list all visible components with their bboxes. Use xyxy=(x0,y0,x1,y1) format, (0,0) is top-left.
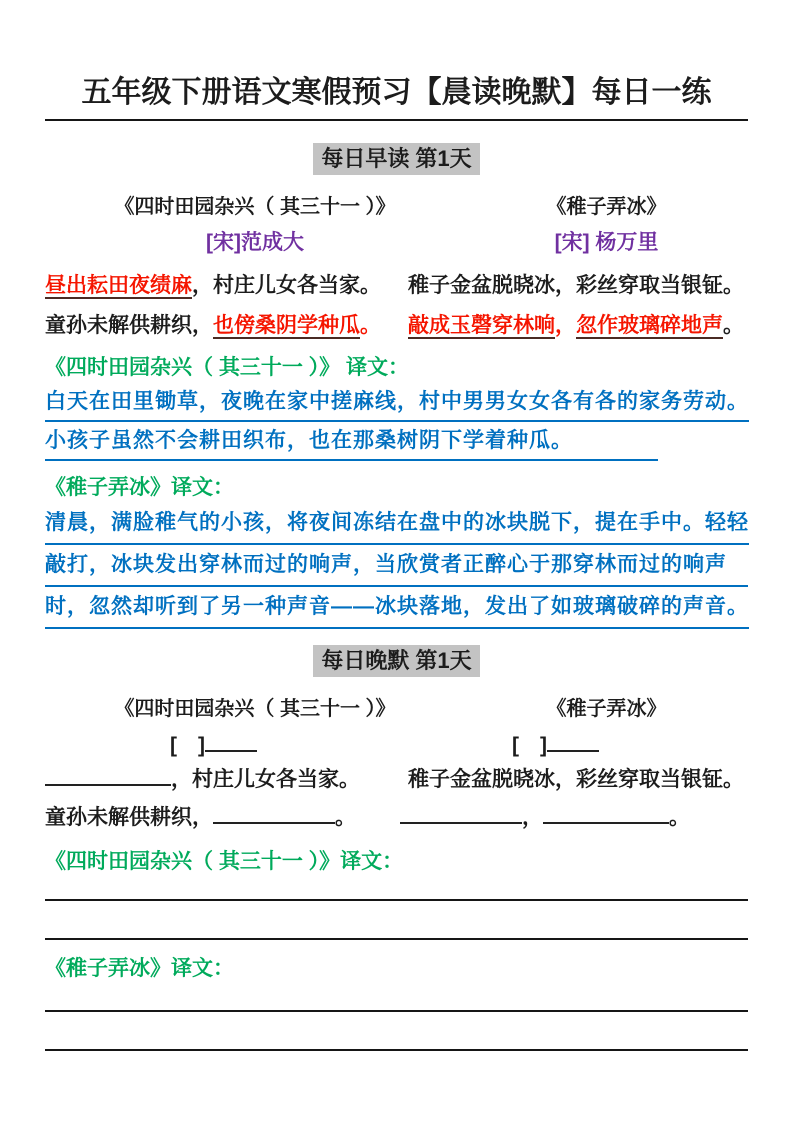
poem1-line2 xyxy=(45,306,408,346)
underline-extension xyxy=(727,545,748,587)
dictation-line1-left-text: ，村庄儿女各当家。 xyxy=(171,768,360,791)
answer-translation1-heading: 《四时田园杂兴（ 其三十一 ）》译文： xyxy=(45,850,404,873)
poem2-line2-highlight2: 忽作玻璃碎地声 xyxy=(576,314,723,337)
answer-blank-line xyxy=(45,984,748,1012)
poem1-line2-end: 。 xyxy=(360,314,381,337)
answer-blank-line xyxy=(45,901,748,940)
poem1-line1-highlight: 昼出耘田夜绩麻 xyxy=(45,274,192,297)
spacer xyxy=(658,422,748,461)
poem1-author: [宋]范成大 xyxy=(206,231,304,254)
dictation-line1-right: 稚子金盆脱晓冰，彩丝穿取当银钲。 xyxy=(408,768,744,791)
dictation-blank xyxy=(213,801,335,824)
poem1-line2-highlight: 也傍桑阴学种瓜 xyxy=(213,314,360,337)
morning-poem-titles xyxy=(45,193,748,221)
poem-line-row-1 xyxy=(45,266,748,306)
evening-poem1-title: 《四时田园杂兴（ 其三十一 ）》 xyxy=(114,698,396,720)
dynasty-bracket: [ ] xyxy=(512,734,547,757)
dictation-line-2 xyxy=(45,799,748,837)
translation2-line1-text: 清晨，满脸稚气的小孩，将夜间冻结在盘中的冰块脱下，提在手中。轻轻 xyxy=(45,503,749,545)
translation1-line1 xyxy=(45,383,748,422)
page-title: 五年级下册语文寒假预习【晨读晚默】每日一练 xyxy=(45,74,748,121)
poem2-line2-highlight1: 敲成玉磬穿林响 xyxy=(408,314,555,337)
poem2-line2-comma: ， xyxy=(555,314,576,337)
author-blank-line xyxy=(547,729,599,752)
translation2-line3 xyxy=(45,587,748,629)
translation2-line2-text: 敲打，冰块发出穿林而过的响声，当欣赏者正醉心于那穿林而过的响声 xyxy=(45,545,727,587)
translation1-line2-text: 小孩子虽然不会耕田织布，也在那桑树阴下学着种瓜。 xyxy=(45,422,573,461)
morning-poem-authors xyxy=(45,229,748,257)
translation1-heading: 《四时田园杂兴（ 其三十一 ）》 译文： xyxy=(45,356,410,379)
author-blank-row xyxy=(45,729,748,761)
dictation-blank xyxy=(400,801,522,824)
dictation-line-1 xyxy=(45,761,748,799)
evening-badge: 每日晚默 第1天 xyxy=(313,645,479,677)
poem1-line2-start: 童孙未解供耕织， xyxy=(45,314,213,337)
answer-blank-line xyxy=(45,1012,748,1051)
poem2-title: 《稚子弄冰》 xyxy=(546,196,667,218)
poem2-line2-end: 。 xyxy=(723,314,744,337)
answer-blank-line xyxy=(45,877,748,901)
dictation-blank xyxy=(543,801,669,824)
evening-poem2-title: 《稚子弄冰》 xyxy=(546,698,667,720)
author-blank-left xyxy=(45,729,408,761)
underline-extension xyxy=(573,422,658,461)
translation1-line2 xyxy=(45,422,748,461)
poem2-line2 xyxy=(408,306,748,346)
author-blank-line xyxy=(205,729,257,752)
punct-comma: ， xyxy=(522,806,543,829)
translation1-line1-text: 白天在田里锄草，夜晚在家中搓麻线，村中男男女女各有各的家务劳动。 xyxy=(45,383,749,422)
poem2-line1: 稚子金盆脱晓冰，彩丝穿取当银钲。 xyxy=(408,274,744,297)
poem1-title: 《四时田园杂兴（ 其三十一 ）》 xyxy=(114,196,396,218)
poem1-line1 xyxy=(45,266,408,306)
answer-translation2-heading: 《稚子弄冰》译文： xyxy=(45,957,234,980)
punct-period: 。 xyxy=(669,806,690,829)
evening-section-header xyxy=(45,645,748,677)
dictation-line2-start: 童孙未解供耕织， xyxy=(45,806,213,829)
poem-line-row-2 xyxy=(45,306,748,346)
poem1-line1-rest: ，村庄儿女各当家。 xyxy=(192,274,381,297)
translation2-line1 xyxy=(45,503,748,545)
punct-period: 。 xyxy=(335,806,356,829)
translation2-line2 xyxy=(45,545,748,587)
dynasty-bracket: [ ] xyxy=(170,734,205,757)
poem2-author: [宋] 杨万里 xyxy=(554,231,659,254)
translation2-line3-text: 时，忽然却听到了另一种声音——冰块落地，发出了如玻璃破碎的声音。 xyxy=(45,587,749,629)
morning-badge: 每日早读 第1天 xyxy=(313,143,479,175)
evening-poem-titles xyxy=(45,695,748,723)
author-blank-right xyxy=(408,729,748,761)
morning-section-header xyxy=(45,143,748,175)
dictation-blank xyxy=(45,763,171,786)
translation2-heading: 《稚子弄冰》译文： xyxy=(45,476,234,499)
dictation-line1-left xyxy=(45,761,408,799)
